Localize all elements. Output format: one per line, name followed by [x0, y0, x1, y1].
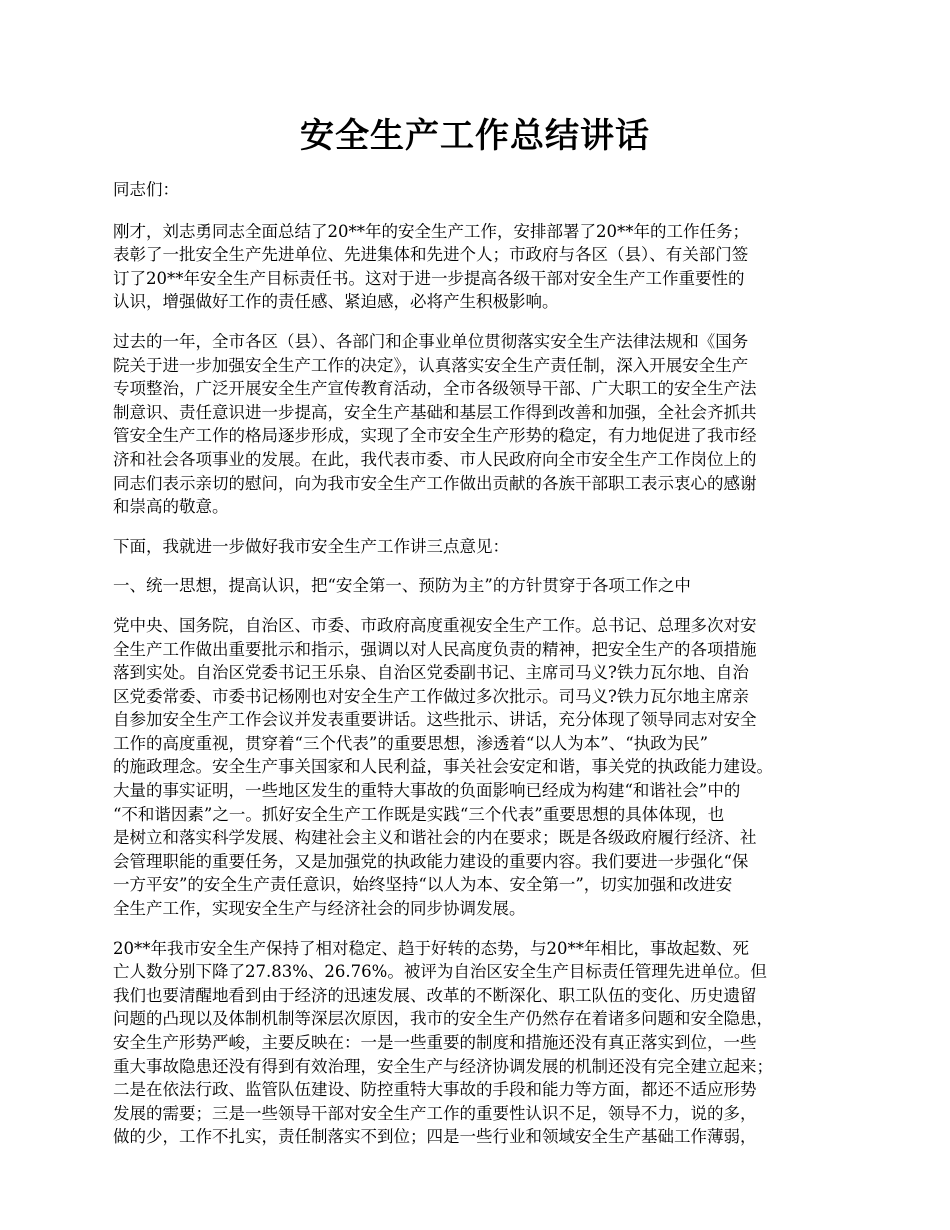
paragraph-line: 我们也要清醒地看到由于经济的迅速发展、改革的不断深化、职工队伍的变化、历史遗留	[113, 985, 757, 1005]
paragraph-line: 院关于进一步加强安全生产工作的决定》，认真落实安全生产责任制，深入开展安全生产	[113, 355, 749, 375]
paragraph-line: 是树立和落实科学发展、构建社会主义和谐社会的内在要求；既是各级政府履行经济、社	[113, 828, 757, 848]
paragraph-line: 一方平安”的安全生产责任意识，始终坚持“以人为本、安全第一”，切实加强和改进安	[113, 875, 733, 895]
paragraph-line: 过去的一年，全市各区（县）、各部门和企事业单位贯彻落实安全生产法律法规和《国务	[113, 331, 749, 351]
paragraph-intro	[113, 535, 853, 559]
paragraph-review	[113, 330, 853, 519]
paragraph-line: 做的少，工作不扎实，责任制落实不到位；四是一些行业和领域安全生产基础工作薄弱，	[113, 1127, 757, 1147]
paragraph-line: 区党委常委、市委书记杨刚也对安全生产工作做过多次批示。司马义?铁力瓦尔地主席亲	[113, 686, 749, 706]
paragraph-line: 工作的高度重视，贯穿着“三个代表”的重要思想，渗透着“以人为本”、“执政为民”	[113, 733, 709, 753]
paragraph-line: 管安全生产工作的格局逐步形成，实现了全市安全生产形势的稳定，有力地促进了我市经	[113, 426, 757, 446]
document-body	[113, 178, 853, 1165]
paragraph-line: 大量的事实证明，一些地区发生的重特大事故的负面影响已经成为构建“和谐社会”中的	[113, 781, 741, 801]
paragraph-line: 济和社会各项事业的发展。在此，我代表市委、市人民政府向全市安全生产工作岗位上的	[113, 449, 757, 469]
paragraph-line: 自参加安全生产工作会议并发表重要讲话。这些批示、讲话，充分体现了领导同志对安全	[113, 710, 757, 730]
paragraph-line: 党中央、国务院，自治区、市委、市政府高度重视安全生产工作。总书记、总理多次对安	[113, 615, 757, 635]
paragraph-line: 的施政理念。安全生产事关国家和人民利益，事关社会安定和谐，事关党的执政能力建设。	[113, 757, 773, 777]
paragraph-section1-b	[113, 937, 853, 1149]
paragraph-line: 安全生产形势严峻，主要反映在：一是一些重要的制度和措施还没有真正落实到位，一些	[113, 1033, 757, 1052]
paragraph-opening	[113, 220, 853, 314]
paragraph-line: 重大事故隐患还没有得到有效治理，安全生产与经济协调发展的机制还没有完全建立起来；	[113, 1056, 773, 1076]
paragraph-line: 发展的需要；三是一些领导干部对安全生产工作的重要性认识不足，领导不力，说的多，	[113, 1103, 757, 1123]
paragraph-line: 问题的凸现以及体制机制等深层次原因，我市的安全生产仍然存在着诸多问题和安全隐患，	[113, 1009, 773, 1029]
document-title: 安全生产工作总结讲话	[300, 116, 650, 156]
paragraph-line: 二是在依法行政、监管队伍建设、防控重特大事故的手段和能力等方面，都还不适应形势	[113, 1080, 757, 1100]
paragraph-line: 会管理职能的重要任务，又是加强党的执政能力建设的重要内容。我们要进一步强化“保	[113, 851, 749, 871]
paragraph-line: 专项整治，广泛开展安全生产宣传教育活动，全市各级领导干部、广大职工的安全生产法	[113, 379, 757, 399]
paragraph-line: 全生产工作，实现安全生产与经济社会的同步协调发展。	[113, 899, 526, 919]
salutation-text: 同志们：	[113, 180, 179, 199]
salutation	[113, 178, 853, 202]
section-heading-text: 一、统一思想，提高认识，把“安全第一、预防为主”的方针贯穿于各项工作之中	[113, 576, 691, 596]
paragraph-line: 认识，增强做好工作的责任感、紧迫感，必将产生积极影响。	[113, 292, 559, 312]
paragraph-line: 刚才，刘志勇同志全面总结了20**年的安全生产工作，安排部署了20**年的工作任务；	[113, 221, 749, 241]
paragraph-line: 表彰了一批安全生产先进单位、先进集体和先进个人；市政府与各区（县）、有关部门签	[113, 245, 749, 265]
paragraph-line: 亡人数分别下降了27.83%、26.76%。被评为自治区安全生产目标责任管理先进单位。但	[113, 962, 767, 982]
paragraph-line: 下面，我就进一步做好我市安全生产工作讲三点意见：	[113, 536, 509, 556]
paragraph-line: 20**年我市安全生产保持了相对稳定、趋于好转的态势，与20**年相比，事故起数、死	[113, 938, 749, 958]
paragraph-line: 落到实处。自治区党委书记王乐泉、自治区党委副书记、主席司马义?铁力瓦尔地、自治	[113, 663, 749, 683]
paragraph-section1-a	[113, 614, 853, 921]
paragraph-line: 制意识、责任意识进一步提高，安全生产基础和基层工作得到改善和加强，全社会齐抓共	[113, 402, 757, 422]
paragraph-line: 和崇高的敬意。	[113, 497, 229, 517]
paragraph-line: 订了20**年安全生产目标责任书。这对于进一步提高各级干部对安全生产工作重要性的	[113, 268, 745, 288]
paragraph-line: 同志们表示亲切的慰问，向为我市安全生产工作做出贡献的各族干部职工表示衷心的感谢	[113, 473, 757, 493]
paragraph-line: 全生产工作做出重要批示和指示，强调以对人民高度负责的精神，把安全生产的各项措施	[113, 639, 757, 659]
paragraph-line: “不和谐因素”之一。抓好安全生产工作既是实践“三个代表”重要思想的具体体现，也	[113, 804, 725, 824]
section-heading-1	[113, 574, 853, 598]
